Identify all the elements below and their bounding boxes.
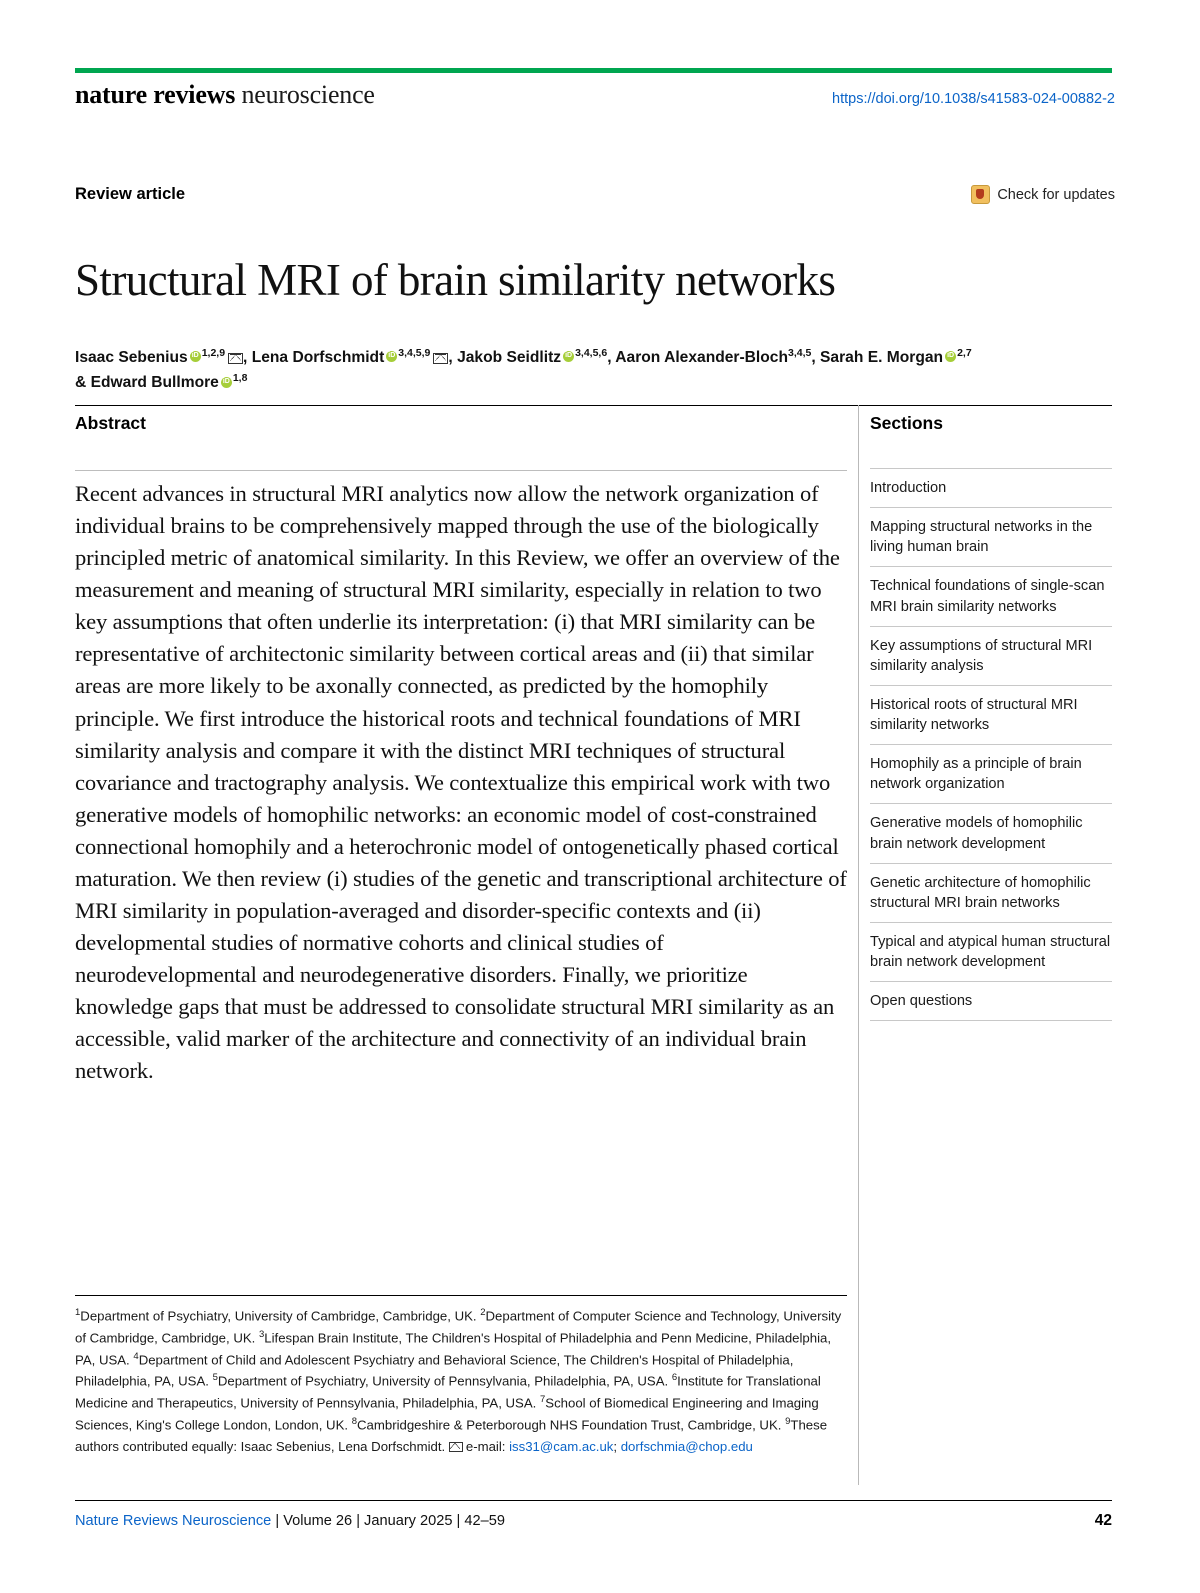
affil-marker: 2	[480, 1307, 486, 1318]
section-link-historical-roots[interactable]: Historical roots of structural MRI similarity networks	[870, 685, 1112, 744]
affil-text: Department of Psychiatry, University of Pennsylvania, Philadelphia, PA, USA.	[217, 1373, 672, 1389]
article-type-row	[75, 185, 1115, 204]
author-affil-sup: 1,8	[232, 372, 248, 385]
orcid-icon[interactable]	[221, 377, 232, 388]
orcid-icon[interactable]	[386, 351, 397, 362]
abstract-divider	[75, 470, 847, 471]
affil-marker: 3	[258, 1328, 265, 1340]
orcid-icon[interactable]	[945, 351, 956, 362]
abstract-heading: Abstract	[75, 413, 146, 433]
affil-text: Department of Computer Science and Technology, University of Cambridge, Cambridge, UK.	[75, 1308, 842, 1346]
footer-journal-name[interactable]: Nature Reviews Neuroscience	[75, 1513, 272, 1529]
author-affil-sup: 2,7	[957, 347, 972, 359]
affiliations-block	[75, 1305, 847, 1457]
author-affil-sup: 3,4,5	[788, 347, 812, 359]
email-icon[interactable]	[228, 353, 243, 364]
check-for-updates-label: Check for updates	[997, 186, 1115, 203]
author-affil-sup: 3,4,5,6	[575, 347, 608, 359]
section-link-technical-foundations[interactable]: Technical foundations of single-scan MRI brain similarity networks	[870, 566, 1112, 625]
affil-text: Lifespan Brain Institute, The Children's Hospital of Philadelphia and Penn Medicine, Philadelphia, PA, USA.	[75, 1330, 832, 1367]
affil-text: Institute for Translational Medicine and Therapeutics, University of Pennsylvania, Philadelphia, PA, USA.	[75, 1373, 821, 1411]
footer-divider	[75, 1500, 1112, 1501]
page-title: Structural MRI of brain similarity networks	[75, 255, 836, 306]
affil-text: Cambridgeshire & Peterborough NHS Foundation Trust, Cambridge, UK.	[357, 1417, 786, 1433]
affil-marker: 5	[212, 1372, 218, 1384]
section-link-mapping-structural-networks[interactable]: Mapping structural networks in the living human brain	[870, 507, 1112, 566]
section-link-homophily-principle[interactable]: Homophily as a principle of brain network organization	[870, 744, 1112, 803]
abstract-text: Recent advances in structural MRI analytics now allow the network organization of individual brains to be comprehensively mapped through the use of the biologically principled metric of anatomical similarity. In this Review, we offer an overview of the measurement and meaning of structural MRI similarity, especially in relation to two key assumptions that often underlie its interpretation: (i) that MRI similarity can be representative of architectonic similarity between cortical areas and (ii) that similar areas are more likely to be axonally connected, as predicted by the homophily principle. We first introduce the historical roots and technical foundations of MRI similarity analysis and compare it with the distinct MRI techniques of structural covariance and tractography analysis. We contextualize this empirical work with two generative models of homophilic networks: an economic model of cost-constrained connectional homophily and a heterochronic model of ontogenetically phased cortical maturation. We then review (i) studies of the genetic and transcriptional architecture of MRI similarity in population-averaged and disorder-specific contexts and (ii) developmental studies of normative cohorts and clinical studies of neurodevelopmental and neurodegenerative disorders. Finally, we prioritize knowledge gaps that must be addressed to consolidate structural MRI similarity as an accessible, valid marker of the architecture and connectivity of an individual brain network.	[75, 481, 847, 1084]
author-jakob-seidlitz[interactable]: , Jakob Seidlitz	[448, 349, 562, 367]
sections-heading: Sections	[870, 413, 943, 433]
section-link-generative-models[interactable]: Generative models of homophilic brain network development	[870, 803, 1112, 862]
doi-link[interactable]: https://doi.org/10.1038/s41583-024-00882-2	[832, 91, 1115, 107]
footer-volume-info: | Volume 26 | January 2025 | 42–59	[271, 1513, 505, 1529]
section-link-genetic-architecture[interactable]: Genetic architecture of homophilic structural MRI brain networks	[870, 863, 1112, 922]
author-aaron-alexander-bloch[interactable]: , Aaron Alexander-Bloch	[607, 349, 788, 367]
brand-rule	[75, 68, 1112, 73]
orcid-icon[interactable]	[563, 351, 574, 362]
email-label: e-mail:	[465, 1438, 510, 1454]
journal-logo-bold: nature reviews	[75, 80, 236, 109]
author-list	[75, 345, 1120, 396]
orcid-icon[interactable]	[190, 351, 201, 362]
affil-text: These authors contributed equally: Isaac Sebenius, Lena Dorfschmidt.	[75, 1417, 828, 1454]
sections-list	[870, 468, 1112, 1021]
affil-marker: 7	[539, 1394, 546, 1406]
email-separator: ;	[613, 1438, 621, 1454]
corresponding-email-1[interactable]: iss31@cam.ac.uk	[509, 1438, 614, 1454]
author-edward-bullmore[interactable]: & Edward Bullmore	[75, 374, 219, 392]
affil-marker: 9	[785, 1415, 791, 1427]
corresponding-email-2[interactable]: dorfschmia@chop.edu	[620, 1438, 753, 1454]
section-link-key-assumptions[interactable]: Key assumptions of structural MRI similarity analysis	[870, 626, 1112, 685]
author-isaac-sebenius[interactable]	[75, 349, 188, 366]
affil-text: Department of Psychiatry, University of Cambridge, Cambridge, UK.	[80, 1308, 481, 1324]
footer-citation	[75, 1513, 505, 1529]
author-sarah-e-morgan[interactable]: , Sarah E. Morgan	[811, 349, 944, 367]
column-divider	[858, 405, 859, 1485]
affil-text: Department of Child and Adolescent Psychiatry and Behavioral Science, The Children's Hospital of Philadelphia, Philadelphia, PA, USA.	[75, 1351, 794, 1389]
section-link-introduction[interactable]: Introduction	[870, 468, 1112, 507]
journal-logo-light: neuroscience	[235, 80, 375, 109]
affil-marker: 6	[671, 1372, 678, 1384]
crossmark-icon	[971, 185, 990, 204]
affiliations-divider	[75, 1295, 847, 1296]
email-icon[interactable]	[433, 353, 448, 364]
author-name: Isaac Sebenius	[75, 349, 188, 367]
check-for-updates-button[interactable]	[971, 185, 1115, 204]
author-affil-sup: 1,2,9	[201, 347, 226, 359]
affil-marker: 1	[75, 1307, 81, 1318]
article-type-label: Review article	[75, 185, 186, 203]
affil-marker: 8	[351, 1415, 358, 1427]
journal-logo[interactable]	[75, 80, 375, 110]
affil-text: School of Biomedical Engineering and Imaging Sciences, King's College London, London, UK.	[75, 1395, 819, 1433]
page-footer	[75, 1512, 1112, 1530]
affil-marker: 4	[133, 1350, 139, 1362]
masthead	[75, 80, 1115, 110]
page-number: 42	[1094, 1512, 1112, 1529]
author-affil-sup: 3,4,5,9	[398, 347, 431, 359]
email-icon	[449, 1442, 463, 1453]
header-divider	[75, 405, 1112, 406]
author-lena-dorfschmidt[interactable]: , Lena Dorfschmidt	[243, 349, 385, 367]
section-link-typical-atypical-development[interactable]: Typical and atypical human structural brain network development	[870, 922, 1112, 981]
section-link-open-questions[interactable]: Open questions	[870, 981, 1112, 1021]
